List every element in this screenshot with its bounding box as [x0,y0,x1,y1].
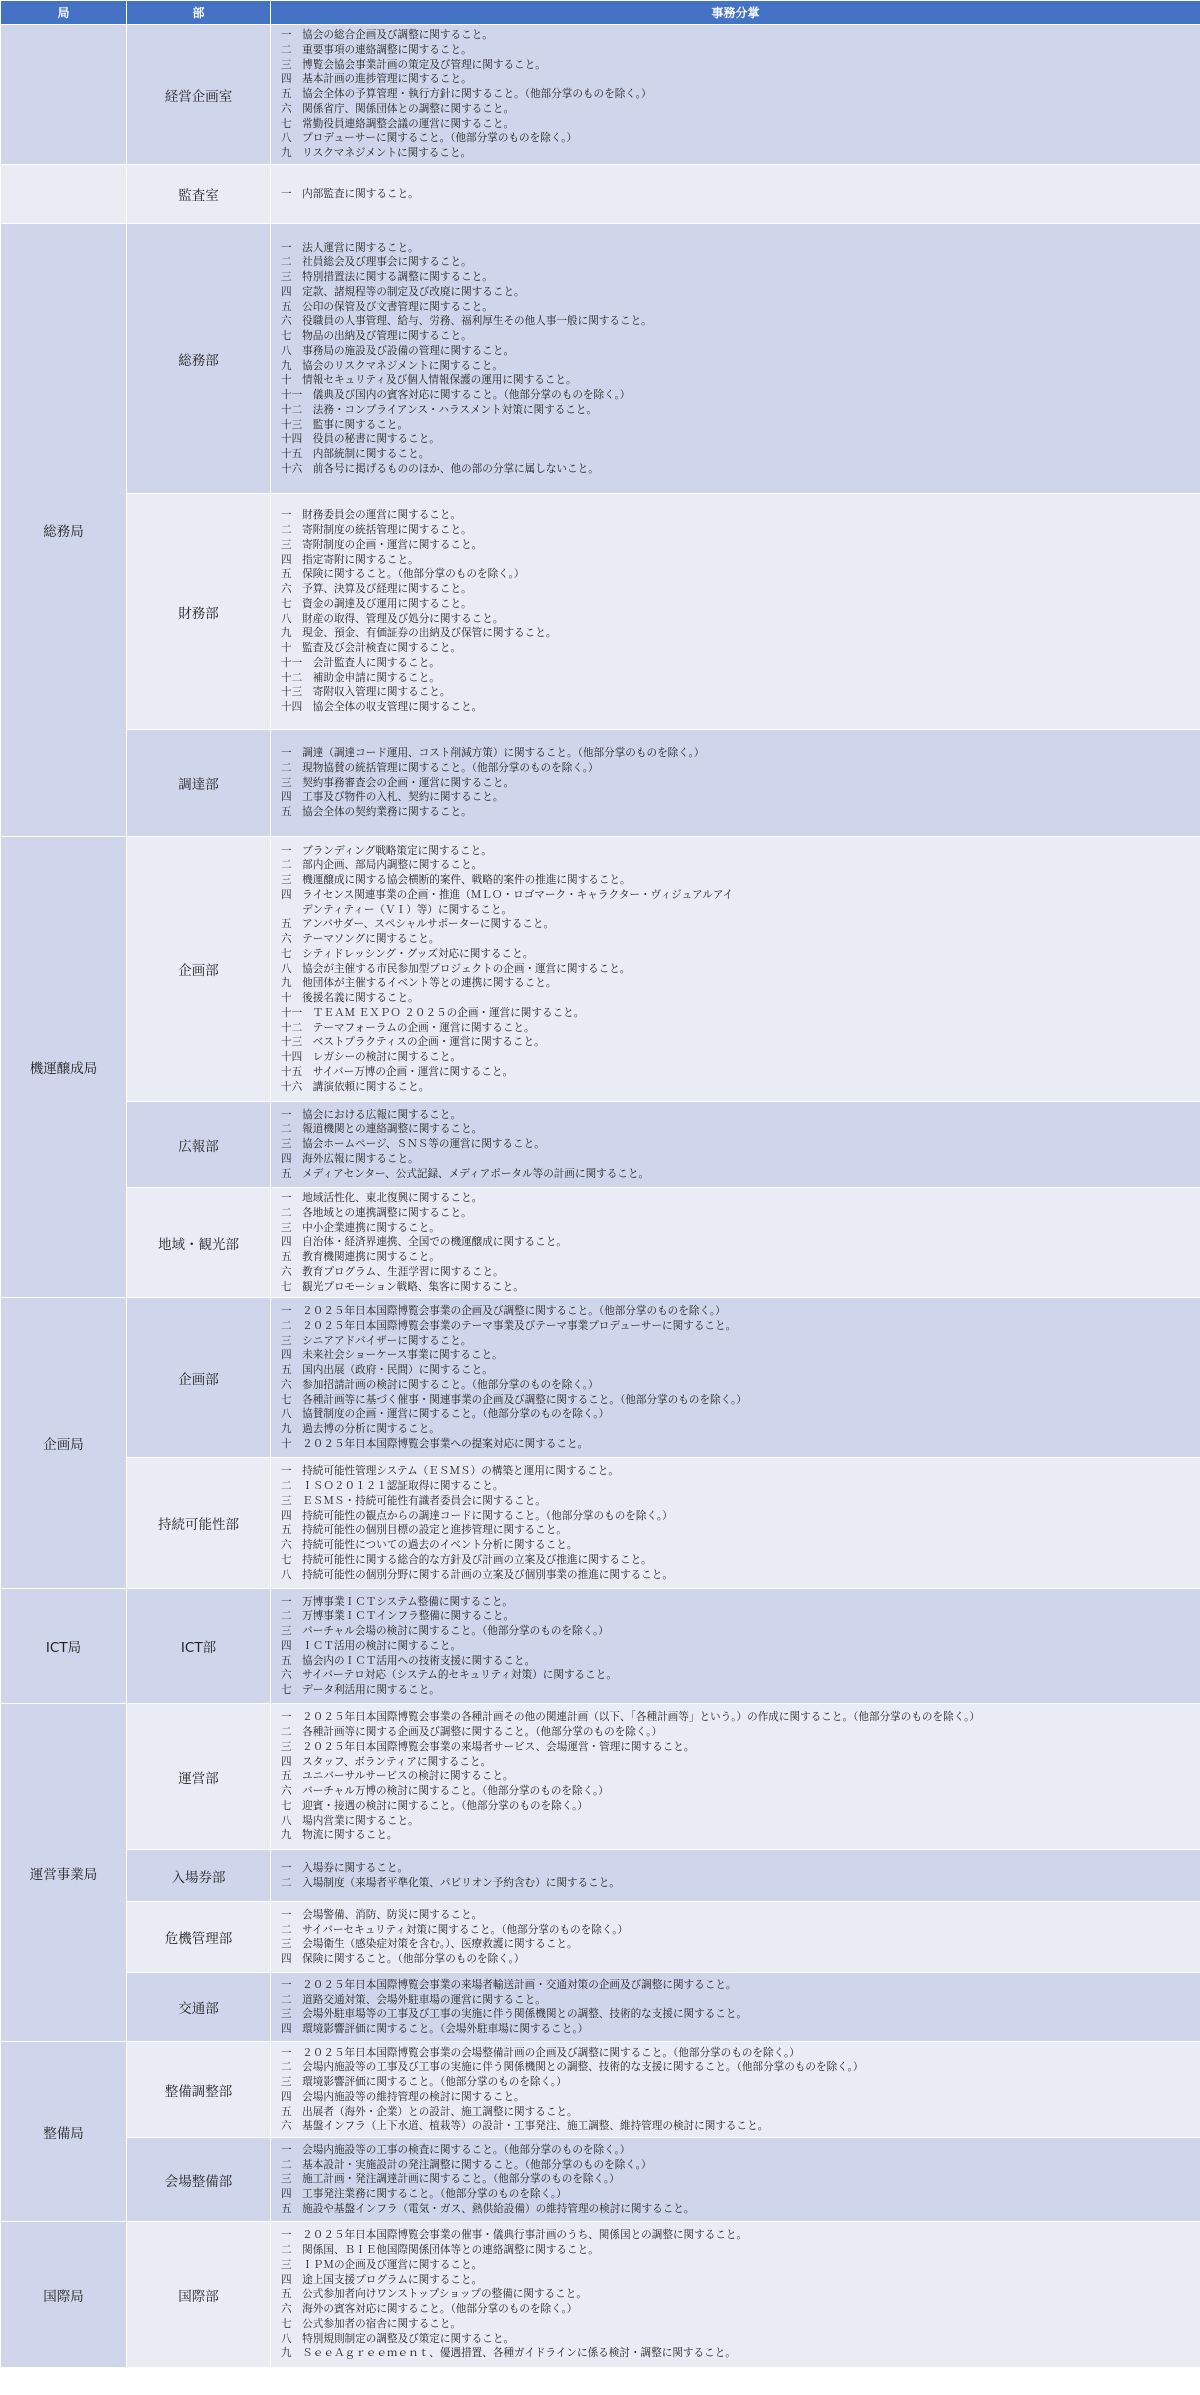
duty-line: 十 ２０２５年日本国際博覧会事業への提案対応に関すること。 [281,1437,589,1450]
duty-line: 四 途上国支援プログラムに関すること。 [281,2273,483,2286]
table-row [1,2138,1200,2222]
duty-line: 七 データ利活用に関すること。 [281,1684,440,1697]
duty-line: 一 ２０２５年日本国際博覧会事業の会場整備計画の企画及び調整に関すること。（他部分掌のものを除く。） [281,2046,800,2059]
duty-line: 四 保険に関すること。（他部分掌のものを除く。） [281,1953,525,1965]
duty-line: 一 会場警備、消防、防災に関すること。 [281,1908,483,1921]
table-row [1,837,1200,1102]
kyoku-cell [1,25,127,165]
duty-line: 三 環境影響評価に関すること。（他部分掌のものを除く。） [281,2076,567,2088]
duty-line: 八 特別規則制定の調整及び策定に関すること。 [281,2332,515,2345]
duty-line: 一 地域活性化、東北復興に関すること。 [281,1192,483,1204]
duties-cell [271,25,1200,165]
duty-line: 二 寄附制度の統括管理に関すること。 [281,524,472,536]
duties-cell [271,224,1200,494]
table-row [1,1102,1200,1188]
duty-line: 八 場内営業に関すること。 [281,1814,419,1827]
duties-cell [271,1188,1200,1298]
duties-cell [271,2042,1200,2138]
duty-line: 六 バーチャル万博の検討に関すること。（他部分掌のものを除く。） [281,1785,609,1798]
duty-line: 二 万博事業ＩＣＴインフラ整備に関すること。 [281,1610,515,1623]
header-kyoku: 局 [1,1,127,25]
kyoku-cell [1,165,127,224]
duty-line: 一 協会における広報に関すること。 [281,1108,462,1121]
duty-line: 二 現物協賛の統括管理に関すること。（他部分掌のものを除く。） [281,761,599,774]
duty-line: 五 公印の保管及び文書管理に関すること。 [281,300,493,313]
duty-line: 一 調達（調達コード運用、コスト削減方策）に関すること。（他部分掌のものを除く。） [281,747,705,760]
duties-cell [271,1458,1200,1589]
duty-line: 四 工事発注業務に関すること。（他部分掌のものを除く。） [281,2188,567,2201]
bu-cell: 監査室 [127,165,271,224]
bu-cell: 入場券部 [127,1850,271,1902]
duty-line: 九 協会のリスクマネジメントに関すること。 [281,359,503,372]
duty-line: 七 観光プロモーション戦略、集客に関すること。 [281,1280,524,1293]
duties-cell [271,2222,1200,2368]
duty-line: 五 持続可能性の個別目標の設定と進捗管理に関すること。 [281,1524,568,1537]
duty-line: 十六 前各号に掲げるもののほか、他の部の分掌に属しないこと。 [281,462,599,475]
duties-cell [271,1102,1200,1188]
duty-line: 十一 会計監査人に関すること。 [281,656,440,669]
duty-line: 十五 サイバー万博の企画・運営に関すること。 [281,1065,514,1078]
duty-line: 五 保険に関すること。（他部分掌のものを除く。） [281,568,525,581]
duty-line: 四 会場内施設等の維持管理の検討に関すること。 [281,2090,525,2103]
duty-line: 十五 内部統制に関すること。 [281,448,430,460]
duty-line: 四 指定寄附に関すること。 [281,553,419,566]
duty-line: 五 出展者（海外・企業）との設計、施工調整に関すること。 [281,2105,578,2118]
duty-line: 六 教育プログラム、生涯学習に関すること。 [281,1265,504,1278]
table-row [1,2042,1200,2138]
duty-line: 四 スタッフ、ボランティアに関すること。 [281,1755,492,1768]
duty-line: 六 基盤インフラ（上下水道、植栽等）の設計・工事発注、施工調整、維持管理の検討に関すること。 [281,2120,769,2133]
table-row [1,25,1200,165]
bu-cell: 財務部 [127,494,271,730]
duty-line: 五 アンバサダー、スペシャルサポーターに関すること。 [281,918,555,931]
duty-line: 十 監査及び会計検査に関すること。 [281,642,462,654]
duty-line: 二 入場制度（来場者平準化策、パビリオン予約含む）に関すること。 [281,1876,620,1889]
table-row [1,1902,1200,1973]
duty-line: 十三 寄附収入管理に関すること。 [281,686,451,699]
duty-line: 二 会場内施設等の工事及び工事の実施に伴う関係機関との調整、技術的な支援に関すること。（他部分掌のものを除く。） [281,2061,864,2074]
duty-line: 六 テーマソングに関すること。 [281,933,440,946]
table-row [1,494,1200,730]
duty-line: 三 バーチャル会場の検討に関すること。（他部分掌のものを除く。） [281,1625,609,1638]
duty-line: 二 サイバーセキュリティ対策に関すること。（他部分掌のものを除く。） [281,1923,629,1936]
duty-line: 一 ２０２５年日本国際博覧会事業の各種計画その他の関連計画（以下、「各種計画等」という。）の作成に関すること。（他部分掌のものを除く。） [281,1711,980,1724]
duty-line: 十二 補助金申請に関すること。 [281,671,440,684]
duty-line: 一 万博事業ＩＣＴシステム整備に関すること。 [281,1595,514,1608]
duty-line: 四 ライセンス関連事業の企画・推進（ＭＬＯ・ロゴマーク・キャラクター・ヴィジュアルアイ [281,888,734,901]
table-row [1,1704,1200,1850]
bu-cell: 運営部 [127,1704,271,1850]
duty-line: 四 ＩＣＴ活用の検討に関すること。 [281,1639,462,1652]
duty-line: 二 社員総会及び理事会に関すること。 [281,256,472,269]
duties-cell [271,1298,1200,1458]
duty-line: 三 機運醸成に関する協会横断的案件、戦略的案件の推進に関すること。 [281,874,631,887]
duty-line: 三 寄附制度の企画・運営に関すること。 [281,538,483,551]
duty-line: 二 各地域との連携調整に関すること。 [281,1206,472,1219]
duty-line: 十四 役員の秘書に関すること。 [281,433,440,446]
duty-line: 六 関係省庁、関係団体との調整に関すること。 [281,102,515,115]
duties-cell [271,837,1200,1102]
duty-line: 十四 協会全体の収支管理に関すること。 [281,701,483,713]
duty-line: 十 後援名義に関すること。 [281,992,419,1005]
duty-line: 四 自治体・経済界連携、全国での機運醸成に関すること。 [281,1236,568,1249]
duty-line: 二 ＩＳＯ２０１２１認証取得に関すること。 [281,1480,504,1492]
duty-line: 五 施設や基盤インフラ（電気・ガス、熱供給設備）の維持管理の検討に関すること。 [281,2202,695,2215]
duty-line: 四 持続可能性の観点からの調達コードに関すること。（他部分掌のものを除く。） [281,1509,673,1522]
duty-line: 六 参加招請計画の検討に関すること。（他部分掌のものを除く。） [281,1378,599,1391]
duty-line: 九 物流に関すること。 [281,1829,398,1842]
duty-line: 十一 ＴＥＡＭ ＥＸＰＯ ２０２５の企画・運営に関すること。 [281,1006,585,1019]
duty-line: 二 各種計画等に関する企画及び調整に関すること。（他部分掌のものを除く。） [281,1726,663,1739]
duty-line: 四 工事及び物件の入札、契約に関すること。 [281,791,504,804]
bu-cell: 調達部 [127,730,271,837]
duty-line: 七 迎賓・接遇の検討に関すること。（他部分掌のものを除く。） [281,1799,588,1812]
duty-line: 十三 ベストプラクティスの企画・運営に関すること。 [281,1036,545,1049]
duties-cell [271,494,1200,730]
duties-cell [271,1902,1200,1973]
duty-line: 七 各種計画等に基づく催事・関連事業の企画及び調整に関すること。（他部分掌のものを除く。） [281,1393,747,1406]
table-row [1,1458,1200,1589]
duty-line: 二 部内企画、部局内調整に関すること。 [281,859,483,872]
duty-line: 三 施工計画・発注調達計画に関すること。（他部分掌のものを除く。） [281,2173,620,2186]
duty-line: 二 重要事項の連絡調整に関すること。 [281,43,472,56]
duty-line: 七 物品の出納及び管理に関すること。 [281,330,472,342]
duty-line: 七 公式参加者の宿舎に関すること。 [281,2317,462,2330]
duty-line: 一 入場券に関すること。 [281,1862,409,1874]
duties-cell [271,165,1200,224]
duty-line: 四 基本計画の進捗管理に関すること。 [281,73,472,86]
bu-cell: 地域・観光部 [127,1188,271,1298]
duty-line: 五 協会内のＩＣＴ活用への技術支援に関すること。 [281,1654,536,1667]
bu-cell: 企画部 [127,1298,271,1458]
duty-line: 一 財務委員会の運営に関すること。 [281,509,462,522]
duty-line: 一 ２０２５年日本国際博覧会事業の企画及び調整に関すること。（他部分掌のものを除く。） [281,1305,726,1317]
bu-cell: 広報部 [127,1102,271,1188]
table-row [1,1298,1200,1458]
duty-line: 三 中小企業連携に関すること。 [281,1221,440,1234]
bu-cell: 持続可能性部 [127,1458,271,1589]
duty-line: 五 国内出展（政府・民間）に関すること。 [281,1364,493,1376]
duty-line: 八 協会が主催する市民参加型プロジェクトの企画・運営に関すること。 [281,962,631,975]
bu-cell: 経営企画室 [127,25,271,165]
duty-line: 四 未来社会ショーケース事業に関すること。 [281,1349,503,1362]
header-row [1,1,1200,25]
bu-cell: 会場整備部 [127,2138,271,2222]
header-duties: 事務分掌 [271,1,1200,25]
duty-line: 三 会場衛生（感染症対策を含む。）、医療救護に関すること。 [281,1938,578,1951]
duty-line: 一 内部監査に関すること。 [281,187,419,200]
duty-line: 五 協会全体の契約業務に関すること。 [281,806,472,819]
duty-line: 十三 監事に関すること。 [281,418,409,431]
duty-line: 六 予算、決算及び経理に関すること。 [281,583,472,595]
duty-line: 五 協会全体の予算管理・執行方針に関すること。（他部分掌のものを除く。） [281,88,652,101]
duty-line: 三 シニアアドバイザーに関すること。 [281,1334,472,1347]
table-row [1,1188,1200,1298]
duty-line: 十六 講演依頼に関すること。 [281,1080,430,1093]
duty-line: 六 サイバーテロ対応（システム的セキュリティ対策）に関すること。 [281,1669,617,1682]
duty-line: 五 公式参加者向けワンストップショップの整備に関すること。 [281,2288,587,2301]
bu-cell: 危機管理部 [127,1902,271,1973]
duty-line: 九 ＳｅｅＡｇｒｅｅｍｅｎｔ、優遇措置、各種ガイドラインに係る検討・調整に関すること。 [281,2347,736,2360]
duties-cell [271,1589,1200,1704]
duty-line: 七 常勤役員連絡調整会議の運営に関すること。 [281,117,515,130]
duty-line: 七 シティドレッシング・グッズ対応に関すること。 [281,947,534,960]
duty-line: 五 教育機関連携に関すること。 [281,1251,440,1263]
bu-cell: 総務部 [127,224,271,494]
duty-line: 一 持続可能性管理システム（ＥＳＭＳ）の構築と運用に関すること。 [281,1465,619,1478]
duty-line: 九 現金、預金、有価証券の出納及び保管に関すること。 [281,627,557,640]
duty-line: 三 会場外駐車場等の工事及び工事の実施に伴う関係機関との調整、技術的な支援に関すること。 [281,2008,748,2021]
duty-line: 五 メディアセンター、公式記録、メディアポータル等の計画に関すること。 [281,1167,650,1180]
duty-line: 二 基本設計・実施設計の発注調整に関すること。（他部分掌のものを除く。） [281,2158,652,2171]
duty-line: 三 特別措置法に関する調整に関すること。 [281,271,493,283]
table-row [1,1973,1200,2042]
table-row [1,2222,1200,2368]
duties-cell [271,2138,1200,2222]
header-bu: 部 [127,1,271,25]
duty-line: 二 関係国、ＢＩＥ他国際関係団体等との連絡調整に関すること。 [281,2244,599,2257]
duty-line: 二 報道機関との連絡調整に関すること。 [281,1123,483,1136]
duty-line: 一 法人運営に関すること。 [281,241,419,254]
duty-line: 三 博覧会協会事業計画の策定及び管理に関すること。 [281,58,546,71]
duty-line: 八 持続可能性の個別分野に関する計画の立案及び個別事業の推進に関すること。 [281,1568,673,1581]
duty-line: 三 ２０２５年日本国際博覧会事業の来場者サービス、会場運営・管理に関すること。 [281,1740,695,1753]
duty-line: 三 ＩＰＭの企画及び運営に関すること。 [281,2258,483,2271]
kyoku-cell: 総務局 [1,224,127,837]
duty-line: 二 道路交通対策、会場外駐車場の運営に関すること。 [281,1993,546,2006]
kyoku-cell: 整備局 [1,2042,127,2222]
duty-line: デンティティー（ＶＩ）等）に関すること。 [281,903,513,916]
duty-line: 四 環境影響評価に関すること。（会場外駐車場に関すること。） [281,2023,589,2035]
kyoku-cell: ICT局 [1,1589,127,1704]
duty-line: 四 海外広報に関すること。 [281,1152,419,1165]
duty-line: 八 協賛制度の企画・運営に関すること。（他部分掌のものを除く。） [281,1408,610,1421]
duties-cell [271,730,1200,837]
bu-cell: 交通部 [127,1973,271,2042]
duty-line: 三 ＥＳＭＳ・持続可能性有識者委員会に関すること。 [281,1494,546,1507]
bu-cell: 整備調整部 [127,2042,271,2138]
duty-line: 五 ユニバーサルサービスの検討に関すること。 [281,1770,514,1783]
duty-line: 九 過去博の分析に関すること。 [281,1423,440,1435]
table-row [1,224,1200,494]
duty-line: 八 財産の取得、管理及び処分に関すること。 [281,612,504,625]
duties-cell [271,1850,1200,1902]
duty-line: 三 協会ホームページ、ＳＮＳ等の運営に関すること。 [281,1138,545,1151]
duty-line: 七 資金の調達及び運用に関すること。 [281,597,472,610]
table-row [1,1850,1200,1902]
table-row [1,730,1200,837]
duties-cell [271,1704,1200,1850]
bu-cell: 国際部 [127,2222,271,2368]
duty-line: 九 他団体が主催するイベント等との連携に関すること。 [281,977,557,990]
duty-line: 六 役職員の人事管理、給与、労務、福利厚生その他人事一般に関すること。 [281,315,652,328]
duty-line: 二 ２０２５年日本国際博覧会事業のテーマ事業及びテーマ事業プロデューサーに関すること。 [281,1319,737,1332]
duties-cell [271,1973,1200,2042]
table-row [1,1589,1200,1704]
bu-cell: ICT部 [127,1589,271,1704]
duty-line: 十一 儀典及び国内の賓客対応に関すること。（他部分掌のものを除く。） [281,389,631,401]
duty-line: 十四 レガシーの検討に関すること。 [281,1051,462,1064]
table-body [1,25,1200,2368]
duty-line: 六 持続可能性についての過去のイベント分析に関すること。 [281,1539,578,1551]
table-row [1,165,1200,224]
duty-line: 八 事務局の施設及び設備の管理に関すること。 [281,344,515,357]
duty-line: 十二 法務・コンプライアンス・ハラスメント対策に関すること。 [281,403,598,416]
duty-line: 一 ２０２５年日本国際博覧会事業の催事・儀典行事計画のうち、関係国との調整に関すること。 [281,2229,748,2242]
kyoku-cell: 運営事業局 [1,1704,127,2042]
kyoku-cell: 企画局 [1,1298,127,1589]
duty-line: 十二 テーマフォーラムの企画・運営に関すること。 [281,1021,535,1034]
duty-line: 一 会場内施設等の工事の検査に関すること。（他部分掌のものを除く。） [281,2143,631,2156]
duty-line: 四 定款、諸規程等の制定及び改廃に関すること。 [281,285,525,298]
duty-line: 三 契約事務審査会の企画・運営に関すること。 [281,776,515,789]
duty-line: 一 協会の総合企画及び調整に関すること。 [281,29,493,42]
duty-line: 七 持続可能性に関する総合的な方針及び計画の立案及び推進に関すること。 [281,1553,652,1566]
bu-cell: 企画部 [127,837,271,1102]
duty-line: 六 海外の賓客対応に関すること。（他部分掌のものを除く。） [281,2303,578,2316]
duty-line: 十 情報セキュリティ及び個人情報保護の運用に関すること。 [281,374,577,387]
duty-line: 九 リスクマネジメントに関すること。 [281,147,472,160]
duty-line: 八 プロデューサーに関すること。（他部分掌のものを除く。） [281,132,578,145]
kyoku-cell: 機運醸成局 [1,837,127,1298]
duty-line: 一 ブランディング戦略策定に関すること。 [281,844,492,857]
kyoku-cell: 国際局 [1,2222,127,2368]
duty-line: 一 ２０２５年日本国際博覧会事業の来場者輸送計画・交通対策の企画及び調整に関すること。 [281,1978,737,1991]
